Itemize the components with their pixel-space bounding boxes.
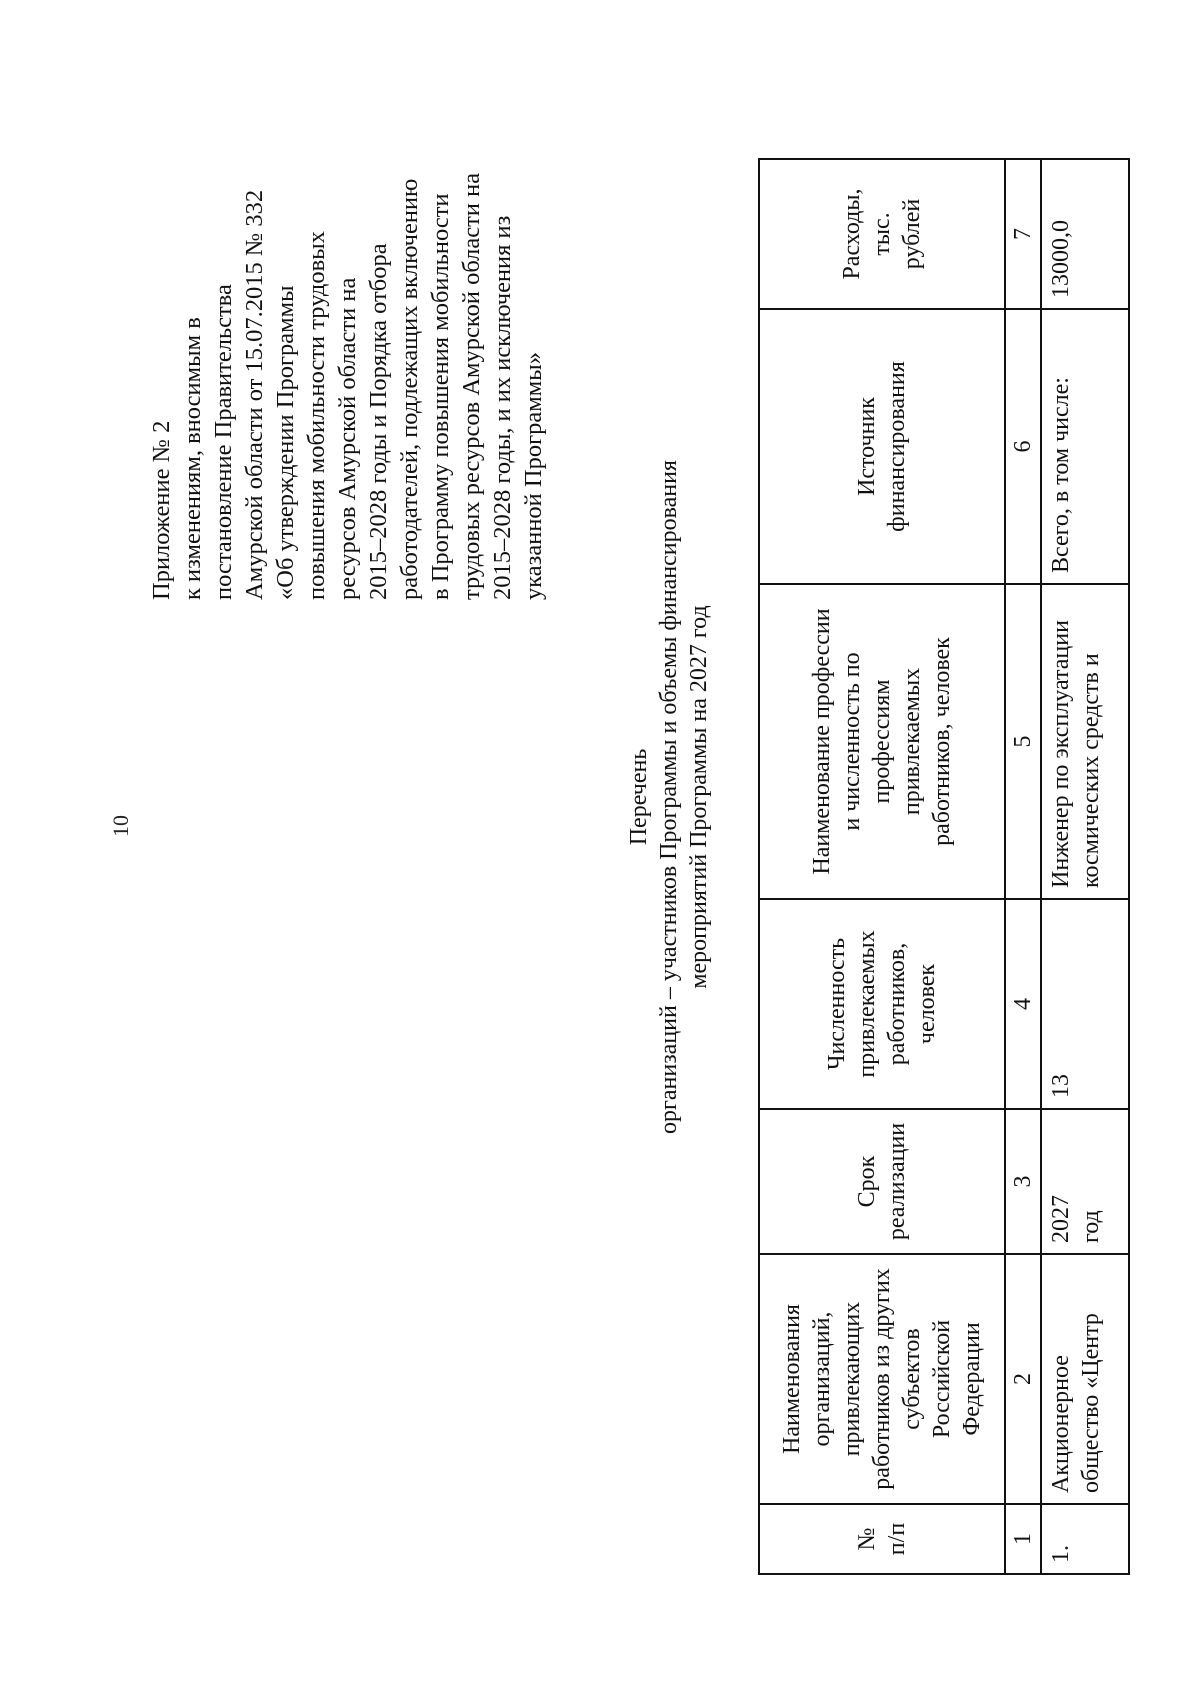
header-cell-number: № п/п <box>759 1504 1005 1574</box>
participants-table <box>758 158 1130 1575</box>
appendix-heading: Приложение № 2 к изменениям, вносимым в постановление Правительства Амурской области от 15.07.2015 № 332 «Об утверждении Программы повышения мобильности трудовых ресурсов Амурской области на 2015–2028 годы и Порядка отбора работодателей, подлежащих включению в Программу повышения мобильности трудовых ресурсов Амурской области на 2015–2028 годы, и их исключения из указанной Программы» <box>148 172 547 600</box>
column-number-cell: 5 <box>1005 584 1041 899</box>
table-header-row <box>759 159 1005 1574</box>
source-cell: Всего, в том числе: <box>1041 309 1129 584</box>
title-line-2: организаций – участников Программы и объемы финансирования <box>656 460 682 1134</box>
document-title <box>624 297 714 1297</box>
column-number-cell: 7 <box>1005 159 1041 309</box>
expenses-cell: 13000,0 <box>1041 159 1129 309</box>
title-line-1: Перечень <box>626 748 652 846</box>
profession-cell: Инженер по эксплуатации космических средств и <box>1041 584 1129 899</box>
workers-cell: 13 <box>1041 899 1129 1109</box>
header-cell-source: Источник финансирования <box>759 309 1005 584</box>
table-column-number-row <box>1005 159 1041 1574</box>
row-number-cell: 1. <box>1041 1504 1129 1574</box>
title-line-3: мероприятий Программы на 2027 год <box>686 605 712 989</box>
column-number-cell: 1 <box>1005 1504 1041 1574</box>
column-number-cell: 6 <box>1005 309 1041 584</box>
organization-cell: Акционерное общество «Центр <box>1041 1254 1129 1504</box>
header-cell-organization: Наименования организаций, привлекающих работников из других субъектов Российской Федерации <box>759 1254 1005 1504</box>
period-cell: 2027 год <box>1041 1109 1129 1254</box>
header-cell-period: Срок реализации <box>759 1109 1005 1254</box>
table-row <box>1041 159 1129 1574</box>
column-number-cell: 3 <box>1005 1109 1041 1254</box>
column-number-cell: 4 <box>1005 899 1041 1109</box>
header-cell-expenses: Расходы, тыс. рублей <box>759 159 1005 309</box>
page-number: 10 <box>108 815 133 837</box>
header-cell-workers: Численность привлекаемых работников, человек <box>759 899 1005 1109</box>
header-cell-profession: Наименование профессии и численность по профессиям привлекаемых работников, человек <box>759 584 1005 899</box>
column-number-cell: 2 <box>1005 1254 1041 1504</box>
